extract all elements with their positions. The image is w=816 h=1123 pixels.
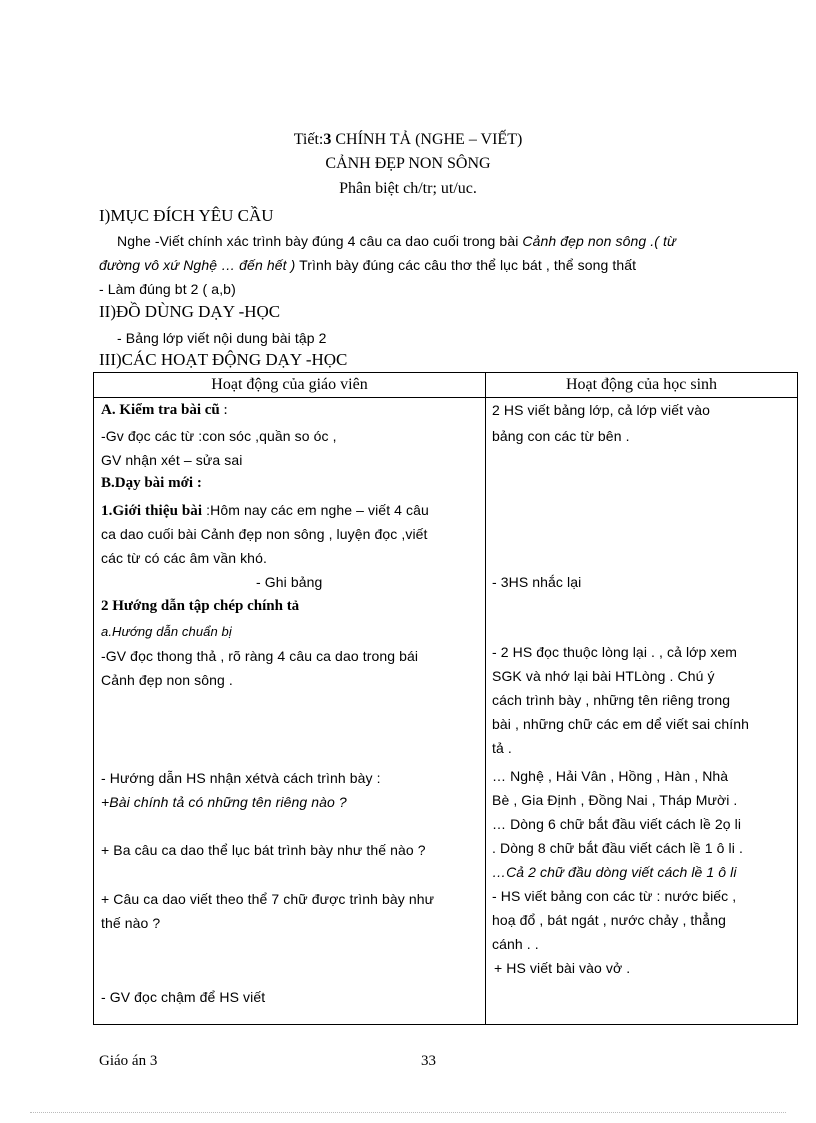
goals-line-1: Nghe -Viết chính xác trình bày đúng 4 câu ca dao cuối trong bài Cảnh đẹp non sông .( từ [117,233,677,249]
subsection-heading: 2 Hướng dẫn tập chép chính tả [101,598,300,614]
section-heading-goals: I)MỤC ĐÍCH YÊU CẦU [99,206,274,225]
student-line: … Nghệ , Hải Vân , Hồng , Hàn , Nhà [492,768,729,784]
table-header-row [94,373,798,398]
lesson-title-line: Tiết:3 CHÍNH TẢ (NGHE – VIẾT) [293,131,523,148]
teacher-line: Cảnh đẹp non sông . [101,672,233,688]
student-line: cách trình bày , những tên riêng trong [492,692,731,708]
student-line: - 2 HS đọc thuộc lòng lại . , cả lớp xem [492,644,738,660]
page-number: 33 [421,1053,436,1069]
section-a-heading: A. Kiểm tra bài cũ : [101,402,228,418]
student-line: cánh . . [492,936,539,952]
student-line: 2 HS viết bảng lớp, cả lớp viết vào [492,402,710,418]
teacher-column-header: Hoạt động của giáo viên [94,373,486,398]
teacher-line: - GV đọc chậm để HS viết [101,989,266,1005]
teacher-line: - Hướng dẫn HS nhận xétvà cách trình bày : [101,770,381,786]
goals-line-2: đường vô xứ Nghệ … đến hết ) Trình bày đúng các câu thơ thể lục bát , thể song thất [99,257,637,273]
teacher-line: GV nhận xét – sửa sai [101,452,243,468]
student-line: tả . [492,740,512,756]
teacher-line: -Gv đọc các từ :con sóc ,quần so óc , [101,428,337,444]
teacher-line: thế nào ? [101,915,161,931]
teacher-line: các từ có các âm vần khó. [101,550,267,566]
goals-line-3: - Làm đúng bt 2 ( a,b) [99,281,236,297]
student-line: + HS viết bài vào vở . [494,960,631,976]
student-activities-cell [486,398,798,1025]
student-line: SGK và nhớ lại bài HTLòng . Chú ý [492,668,715,684]
page-edge-divider [30,1112,786,1113]
student-line: Bè , Gia Định , Đồng Nai , Tháp Mười . [492,792,738,808]
student-line: - HS viết bảng con các từ : nước biếc , [492,888,737,904]
activities-table [93,372,798,1025]
student-line: - 3HS nhắc lại [492,574,582,590]
subsection-subheading: a.Hướng dẫn chuẩn bị [101,624,232,639]
student-line: . Dòng 8 chữ bắt đầu viết cách lề 1 ô li . [492,840,743,856]
student-column-header: Hoạt động của học sinh [486,373,798,398]
lesson-topic: Phân biệt ch/tr; ut/uc. [339,180,477,197]
lesson-subtitle: CẢNH ĐẸP NON SÔNG [325,155,491,172]
student-line: …Cả 2 chữ đầu dòng viết cách lề 1 ô li [492,864,737,880]
teacher-line: + Ba câu ca dao thể lục bát trình bày như thế nào ? [101,842,426,858]
section-heading-activities: III)CÁC HOẠT ĐỘNG DẠY -HỌC [99,350,348,369]
footer-label: Giáo án 3 [99,1053,158,1069]
teacher-line: 1.Giới thiệu bài :Hôm nay các em nghe – viết 4 câu [101,502,429,519]
teacher-line: +Bài chính tả có những tên riêng nào ? [101,794,347,810]
section-b-heading: B.Dạy bài mới : [101,475,202,491]
section-heading-materials: II)ĐỒ DÙNG DẠY -HỌC [99,302,281,321]
teacher-activities-cell [94,398,486,1025]
student-line: … Dòng 6 chữ bắt đầu viết cách lề 2ọ li [492,816,742,832]
teacher-line: - Ghi bảng [256,574,323,590]
student-line: bài , những chữ các em dể viết sai chính [492,716,749,732]
teacher-line: ca dao cuối bài Cảnh đẹp non sông , luyện đọc ,viết [101,526,428,542]
teacher-line: -GV đọc thong thả , rõ ràng 4 câu ca dao trong bái [101,648,419,664]
student-line: bảng con các từ bên . [492,428,630,444]
materials-line: - Bảng lớp viết nội dung bài tập 2 [117,330,327,346]
teacher-line: + Câu ca dao viết theo thể 7 chữ được trình bày như [101,891,435,907]
student-line: hoạ đổ , bát ngát , nước chảy , thẳng [492,912,726,928]
table-row [94,398,798,1025]
